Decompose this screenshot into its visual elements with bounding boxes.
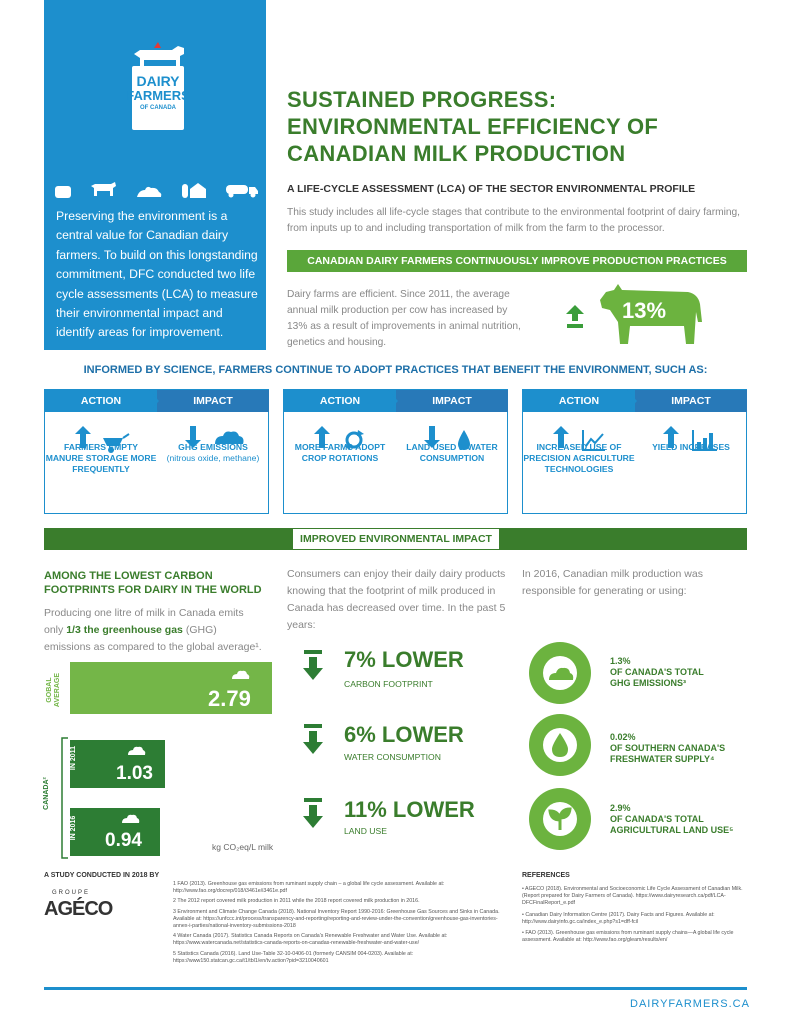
year-2016-label: IN 2016 — [70, 815, 77, 841]
action-impact-header — [284, 390, 507, 412]
land-share-circle — [529, 788, 591, 850]
impact-label: YIELD INCREASES — [652, 442, 730, 452]
action-head: ACTION — [558, 395, 600, 407]
lca-heading: A LIFE-CYCLE ASSESSMENT (LCA) OF THE SECTOR ENVIRONMENTAL PROFILE — [287, 183, 696, 195]
cloud-icon — [126, 744, 146, 756]
references-heading: REFERENCES — [522, 872, 570, 879]
canada-2011-value: 1.03 — [116, 763, 153, 784]
land-lower-label: LAND USE — [344, 826, 387, 836]
chevron-right-icon — [149, 390, 159, 412]
footnote-2: 2 The 2012 report covered milk production in 2011 while the 2018 report covered milk production in 2016. — [173, 898, 420, 905]
carbon-lower-value: 7% LOWER — [344, 647, 464, 672]
water-share-circle — [529, 714, 591, 776]
improved-impact-title: IMPROVED ENVIRONMENTAL IMPACT — [292, 528, 500, 550]
action-impact-header — [45, 390, 268, 412]
lowest-carbon-heading: AMONG THE LOWEST CARBON FOOTPRINTS FOR DAIRY IN THE WORLD — [44, 570, 262, 596]
ghg-share: 1.3% OF CANADA'S TOTAL GHG EMISSIONS³ — [610, 656, 704, 688]
down-arrow-icon — [302, 724, 324, 756]
improve-practices-banner: CANADIAN DAIRY FARMERS CONTINUOUSLY IMPROVE PRODUCTION PRACTICES — [287, 250, 747, 272]
impact-label: LAND USED & WATER CONSUMPTION — [406, 442, 498, 463]
manure-icon — [135, 184, 163, 198]
canada-bracket — [56, 736, 70, 860]
footnote-5: 5 Statistics Canada (2016). Land Use-Table 32-10-0406-01 (formerly CANSIM 004-0203). Available at: https://www150.statcan.gc.ca/t1/tbl1/en/tv.action?pid=3210040601 — [173, 950, 414, 964]
lca-text: This study includes all life-cycle stages that contribute to the environmental footprint of dairy farming, from inputs up to and including transportation of milk from the farm to the processor. — [287, 207, 741, 234]
cloud-icon — [120, 812, 140, 824]
milk-production-increase: 13% — [622, 298, 667, 323]
action-impact-header — [523, 390, 746, 412]
action-box-manure — [44, 389, 269, 514]
impact-label: GHG EMISSIONS (nitrous oxide, methane) — [166, 442, 260, 463]
water-lower-value: 6% LOWER — [344, 722, 464, 747]
action-head: ACTION — [319, 395, 361, 407]
unit-label: kg CO₂eq/L milk — [212, 842, 274, 852]
impact-head: IMPACT — [157, 390, 269, 412]
intro-text: Preserving the environment is a central value for Canadian dairy farmers. To build on this longstanding commitment, DFC conducted two life cycle assessments (LCA) to measure their environmental impact and identify areas for improvement. — [56, 209, 258, 340]
dairy-efficiency-text: Dairy farms are efficient. Since 2011, the average annual milk production per cow has increased by 13% as a result of improvements in animal nutrition, genetics and housing. — [287, 289, 521, 348]
cow-icon — [89, 180, 117, 198]
informed-heading: INFORMED BY SCIENCE, FARMERS CONTINUE TO ADOPT PRACTICES THAT BENEFIT THE ENVIRONMENT, SUCH AS: — [83, 364, 708, 376]
action-box-rotation — [283, 389, 508, 514]
action-box-precision — [522, 389, 747, 514]
chevron-right-icon — [388, 390, 398, 412]
land-share: 2.9% OF CANADA'S TOTAL AGRICULTURAL LAND USE⁵ — [610, 803, 734, 835]
water-drop-icon — [551, 732, 569, 758]
farm-icons-row — [54, 178, 259, 198]
up-arrow-icon — [566, 305, 584, 329]
reference-item: • Canadian Dairy Information Centre (2017). Dairy Facts and Figures. Available at: http://www.dairyinfo.gc.ca/index_e.php?s1=dff-fcil — [522, 911, 715, 925]
consumers-text: Consumers can enjoy their daily dairy products knowing that the footprint of milk produced in Canada has decreased over time. In the past 5 years: — [287, 568, 506, 631]
impact-head: IMPACT — [635, 390, 747, 412]
plant-sprout-icon — [547, 806, 573, 832]
action-head: ACTION — [80, 395, 122, 407]
groupe-label: GROUPE — [52, 890, 91, 896]
ghg-comparison-text: Producing one litre of milk in Canada emits only 1/3 the greenhouse gas (GHG) emissions as compared to the global average¹. — [44, 607, 262, 653]
reference-item: • AGECO (2018). Environmental and Socioeconomic Life Cycle Assessment of Canadian Milk. (Report prepared for Dairy Farmers of Canada). https://www.dairyresearch.ca/pdf/LCA-DFCFinalReport_e.pdf — [522, 886, 743, 907]
canada-label: CANADA² — [42, 777, 50, 810]
reference-item: • FAO (2013). Greenhouse gas emissions from ruminant supply chains—A global life cycle assessment. Available at: http://www.fao.org/gleam/results/en/ — [522, 930, 734, 944]
references-list — [522, 886, 747, 948]
action-label: FARMERS EMPTY MANURE STORAGE MORE FREQUENTLY — [45, 442, 157, 474]
down-arrow-icon — [302, 650, 324, 682]
feed-bale-icon — [54, 184, 72, 198]
dairy-farmers-logo[interactable] — [124, 40, 190, 132]
production-2016-text: In 2016, Canadian milk production was responsible for generating or using: — [522, 568, 703, 597]
down-arrow-icon — [302, 798, 324, 830]
land-lower-value: 11% LOWER — [344, 797, 475, 822]
carbon-lower-label: CARBON FOOTPRINT — [344, 679, 433, 689]
footnote-3: 3 Environment and Climate Change Canada (2018). National Inventory Report 1990-2016: Greenhouse Gas Sources and Sinks in Canada. Available at: https://unfccc.int/process/transparency-and-reporting/reporting-and-review-under-the-convention/greenhouse-gas-inventories-annex-i-parties/national-inventory-submissions-2018 — [173, 908, 500, 930]
footnote-1: 1 FAO (2013). Greenhouse gas emissions from ruminant supply chain – a global life cycle assessment. Available at: http://www.fao.org/docrep/018/i3461e/i3461e.pdf — [173, 881, 445, 895]
footer-divider — [44, 987, 747, 990]
cloud-icon — [230, 668, 250, 680]
footnotes — [173, 881, 513, 968]
logo-text: DAIRY FARMERS OF CANADA — [126, 73, 190, 111]
chevron-right-icon — [627, 390, 637, 412]
global-average-value: 2.79 — [208, 686, 251, 711]
page-title: SUSTAINED PROGRESS: ENVIRONMENTAL EFFICIENCY OF CANADIAN MILK PRODUCTION — [287, 87, 659, 166]
ageco-logo: AGÉCO — [44, 898, 113, 920]
year-2011-label: IN 2011 — [70, 745, 77, 771]
ghg-share-circle — [529, 642, 591, 704]
website-link[interactable]: DAIRYFARMERS.CA — [630, 998, 750, 1010]
water-share: 0.02% OF SOUTHERN CANADA'S FRESHWATER SUPPLY⁴ — [610, 732, 726, 764]
barn-icon — [180, 180, 208, 198]
canada-2016-value: 0.94 — [105, 830, 142, 851]
action-label: MORE FARMS ADOPT CROP ROTATIONS — [294, 442, 386, 463]
impact-head: IMPACT — [396, 390, 508, 412]
footnote-4: 4 Water Canada (2017). Statistics Canada Reports on Canada's Renewable Freshwater and Water Use. Available at: https://www.watercanada.net/statistics-canada-reports-on-canadas-renewable-freshwater-and-water-use/ — [173, 933, 448, 947]
milk-truck-icon — [225, 182, 259, 198]
water-lower-label: WATER CONSUMPTION — [344, 752, 441, 762]
study-by-label: A STUDY CONDUCTED IN 2018 BY — [44, 872, 160, 879]
cloud-icon — [546, 664, 574, 682]
action-label: INCREASED USE OF PRECISION AGRICULTURE TECHNOLOGIES — [523, 442, 635, 474]
global-average-label: GOBAL AVERAGE — [46, 672, 61, 708]
